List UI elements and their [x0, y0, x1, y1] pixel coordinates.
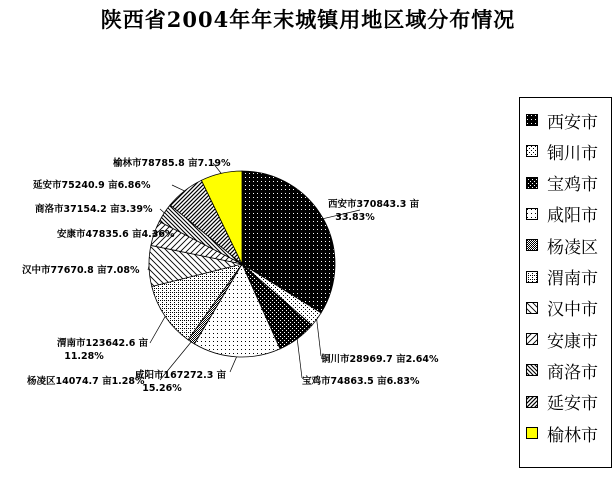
legend-swatch	[526, 333, 538, 345]
leader-line-4	[230, 357, 237, 372]
legend-item-2	[526, 139, 598, 163]
legend-item-5	[526, 233, 598, 257]
data-label-11: 榆林市78785.8 亩7.19%	[113, 158, 231, 169]
legend-label: 榆林市	[547, 425, 598, 446]
legend-swatch	[526, 427, 538, 439]
legend-swatch	[526, 396, 538, 408]
data-label-2: 铜川市28969.7 亩2.64%	[321, 354, 439, 365]
leader-line-6	[150, 316, 165, 343]
legend-item-6	[526, 265, 598, 289]
legend-label: 汉中市	[547, 300, 598, 321]
legend-label: 西安市	[547, 112, 598, 133]
data-label-10: 延安市75240.9 亩6.86%	[33, 180, 151, 191]
legend-item-8	[526, 327, 598, 351]
legend-label: 渭南市	[547, 269, 598, 289]
legend-swatch	[526, 145, 538, 157]
legend-swatch	[526, 364, 538, 376]
legend-item-11	[526, 421, 598, 445]
legend-swatch	[526, 114, 538, 126]
legend-item-10	[526, 390, 598, 414]
leader-line-2	[317, 319, 321, 356]
data-label-6: 渭南市123642.6 亩 11.28%	[57, 338, 149, 362]
data-label-3: 宝鸡市74863.5 亩6.83%	[302, 376, 420, 387]
legend-label: 延安市	[547, 394, 598, 415]
legend-label: 铜川市	[547, 143, 598, 164]
legend-swatch	[526, 302, 538, 314]
data-label-7: 汉中市77670.8 亩7.08%	[22, 265, 140, 276]
legend-label: 商洛市	[547, 362, 598, 383]
data-label-1: 西安市370843.3 亩 33.83%	[328, 199, 420, 223]
data-label-4: 咸阳市167272.3 亩 15.26%	[135, 370, 227, 394]
leader-line-9	[160, 209, 164, 213]
legend-label: 咸阳市	[547, 206, 598, 227]
data-label-5: 杨凌区14074.7 亩1.28%	[27, 376, 145, 387]
legend-swatch	[526, 271, 538, 283]
legend-item-4	[526, 202, 598, 226]
legend-label: 杨凌区	[547, 237, 598, 258]
legend-swatch	[526, 239, 538, 251]
legend-item-3	[526, 171, 598, 195]
leader-line-3	[297, 339, 302, 378]
legend-item-9	[526, 358, 598, 382]
legend	[519, 97, 612, 468]
legend-label: 安康市	[547, 331, 598, 352]
data-label-9: 商洛市37154.2 亩3.39%	[35, 204, 153, 215]
legend-item-1	[526, 108, 598, 132]
data-label-8: 安康市47835.6 亩4.36%	[57, 229, 175, 240]
leader-line-10	[172, 185, 185, 191]
legend-swatch	[526, 208, 538, 220]
chart-title: 陕西省2004年年末城镇用地区域分布情况	[100, 7, 516, 32]
legend-swatch	[526, 177, 538, 189]
legend-item-7	[526, 296, 598, 320]
legend-label: 宝鸡市	[547, 175, 598, 196]
